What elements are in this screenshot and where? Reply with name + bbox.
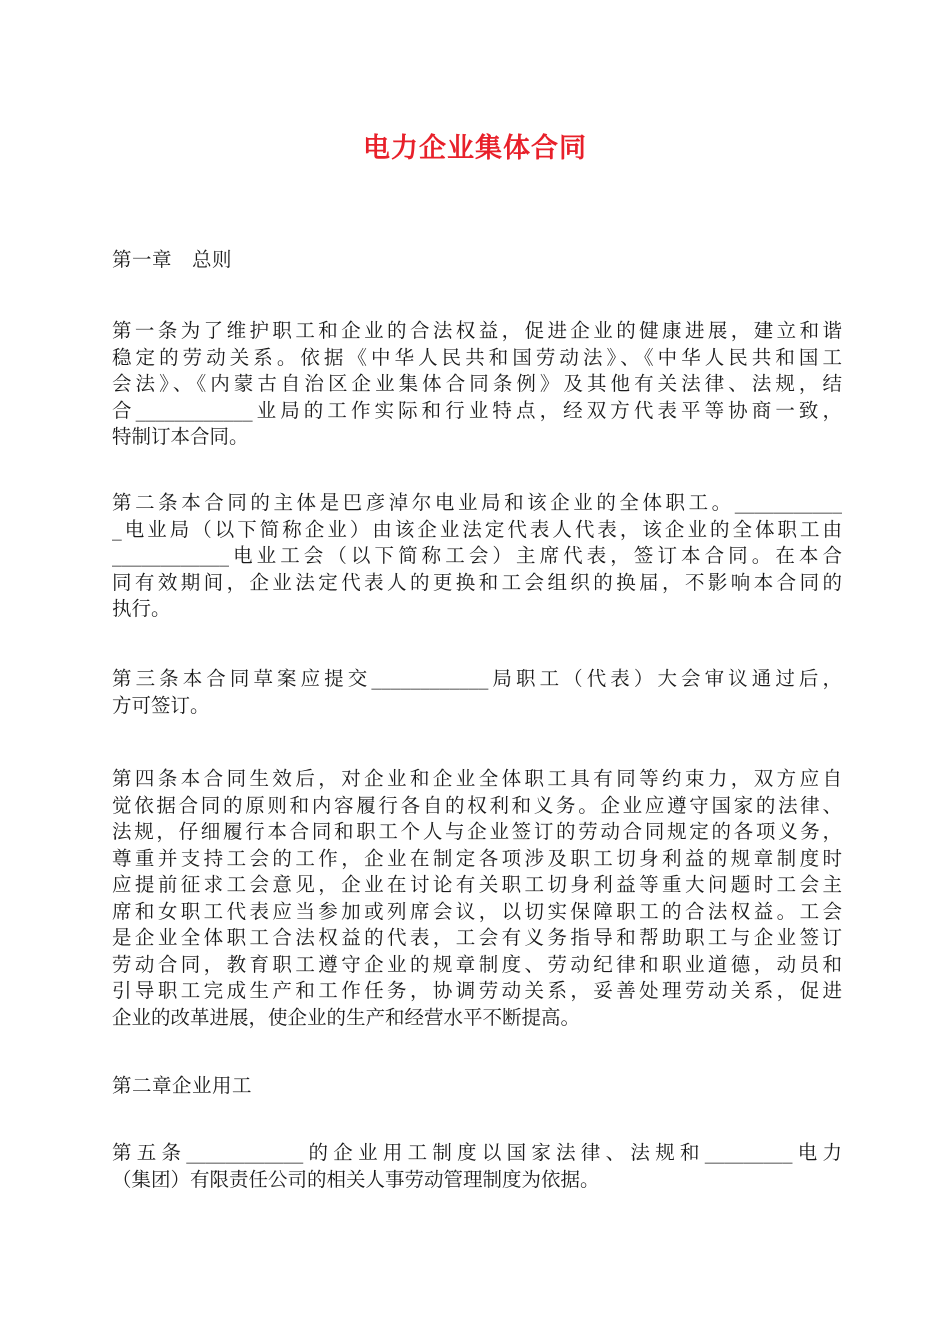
article-1-line: 会法》、《内蒙古自治区企业集体合同条例》及其他有关法律、法规，结 (112, 372, 842, 395)
chapter-2-heading: 第二章企业用工 (112, 1074, 253, 1097)
article-2-line: 执行。 (112, 597, 171, 620)
article-1-line: 合____________业局的工作实际和行业特点，经双方代表平等协商一致， (112, 398, 842, 422)
article-5-line: 第五条____________的企业用工制度以国家法律、法规和_________电力 (112, 1141, 842, 1164)
article-5-line: （集团）有限责任公司的相关人事劳动管理制度为依据。 (112, 1167, 600, 1191)
article-5 (112, 1140, 842, 1193)
article-4-line: 是企业全体职工合法权益的代表，工会有义务指导和帮助职工与企业签订 (112, 926, 842, 949)
article-3-line: 第三条本合同草案应提交____________局职工（代表）大会审议通过后， (112, 667, 842, 690)
article-4-line: 席和女职工代表应当参加或列席会议，以切实保障职工的合法权益。工会 (112, 899, 842, 923)
article-1-line: 特制订本合同。 (112, 425, 249, 448)
article-2 (112, 490, 842, 623)
article-4-line: 觉依据合同的原则和内容履行各自的权利和义务。企业应遵守国家的法律、 (112, 793, 842, 817)
article-4-line: 应提前征求工会意见，企业在讨论有关职工切身利益等重大问题时工会主 (112, 873, 842, 896)
article-1-line: 稳定的劳动关系。依据《中华人民共和国劳动法》、《中华人民共和国工 (112, 345, 842, 369)
article-4-line: 第四条本合同生效后，对企业和企业全体职工具有同等约束力，双方应自 (112, 767, 842, 790)
article-1 (112, 318, 842, 451)
article-2-line: 同有效期间，企业法定代表人的更换和工会组织的换届，不影响本合同的 (112, 570, 842, 594)
chapter-1-heading: 第一章 总则 (112, 248, 233, 271)
article-1-line: 第一条为了维护职工和企业的合法权益，促进企业的健康进展，建立和谐 (112, 319, 842, 342)
article-3-line: 方可签订。 (112, 693, 210, 717)
article-2-line: 第二条本合同的主体是巴彦淖尔电业局和该企业的全体职工。___________ (112, 491, 842, 514)
article-3 (112, 666, 842, 719)
article-4 (112, 766, 842, 1031)
article-4-line: 尊重并支持工会的工作，企业在制定各项涉及职工切身利益的规章制度时 (112, 846, 842, 870)
article-4-line: 法规，仔细履行本合同和职工个人与企业签订的劳动合同规定的各项义务， (112, 820, 842, 843)
article-2-line: _电业局（以下简称企业）由该企业法定代表人代表，该企业的全体职工由 (112, 517, 842, 541)
article-4-line: 劳动合同，教育职工遵守企业的规章制度、劳动纪律和职业道德，动员和 (112, 952, 842, 976)
article-4-line: 引导职工完成生产和工作任务，协调劳动关系，妥善处理劳动关系，促进 (112, 979, 842, 1002)
article-2-line: ____________电业工会（以下简称工会）主席代表，签订本合同。在本合 (112, 544, 842, 567)
article-4-line: 企业的改革进展，使企业的生产和经营水平不断提高。 (112, 1005, 581, 1029)
document-title: 电力企业集体合同 (363, 133, 587, 164)
